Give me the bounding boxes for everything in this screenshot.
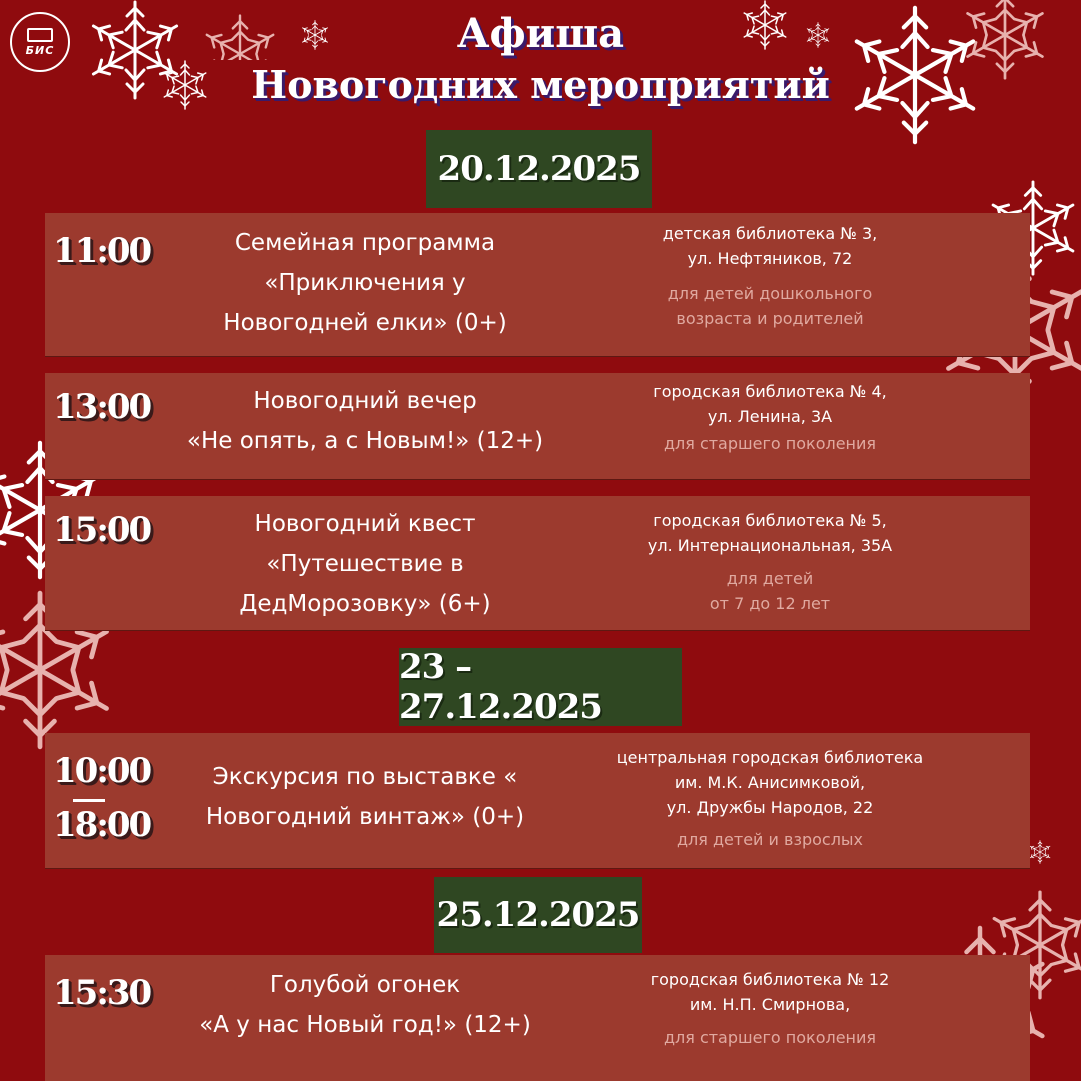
- audience-line: для детей: [726, 569, 814, 588]
- logo-abbreviation: БИС: [25, 43, 55, 57]
- audience-line: для детей дошкольного: [667, 284, 873, 303]
- place-line: детская библиотека № 3,: [662, 224, 878, 243]
- place-line: ул. Нефтяников, 72: [687, 249, 853, 268]
- event-title-line: Новогодней елки» (0+): [223, 310, 507, 336]
- event-title-line: Экскурсия по выставке «: [212, 764, 518, 790]
- event-place: [575, 221, 965, 271]
- event-card: [45, 373, 1030, 480]
- event-title-line: ДедМорозовку» (6+): [239, 591, 491, 617]
- event-title-line: Новогодний вечер: [253, 388, 477, 414]
- place-line: ул. Дружбы Народов, 22: [666, 798, 874, 817]
- place-line: центральная городская библиотека: [616, 748, 924, 767]
- event-title-line: Голубой огонек: [269, 972, 461, 998]
- page-title-line-1: Афиша: [456, 10, 625, 57]
- snowflake-icon: [1028, 840, 1052, 864]
- audience-line: возраста и родителей: [676, 309, 864, 328]
- audience-line: от 7 до 12 лет: [709, 594, 831, 613]
- place-line: им. Н.П. Смирнова,: [689, 995, 851, 1014]
- event-title: [185, 381, 545, 461]
- event-title-line: Семейная программа: [234, 230, 496, 256]
- audience-line: для старшего поколения: [663, 434, 877, 453]
- audience-line: для детей и взрослых: [676, 830, 864, 849]
- event-place: [575, 379, 965, 429]
- event-audience: [575, 281, 965, 331]
- event-place: [575, 745, 965, 820]
- event-audience: [575, 566, 965, 616]
- event-title: [185, 223, 545, 343]
- event-audience: [575, 1025, 965, 1050]
- event-title: [185, 965, 545, 1045]
- time-range-separator: [73, 799, 105, 802]
- event-card: [45, 733, 1030, 869]
- event-card: [45, 213, 1030, 357]
- event-time-end: 18:00: [53, 805, 151, 845]
- event-title-line: Новогодний квест: [254, 511, 476, 537]
- event-title-line: «Не опять, а с Новым!» (12+): [186, 428, 544, 454]
- place-line: городская библиотека № 4,: [653, 382, 887, 401]
- event-audience: [575, 431, 965, 456]
- event-title: [185, 757, 545, 837]
- event-title-line: Новогодний винтаж» (0+): [205, 804, 525, 830]
- event-place: [575, 967, 965, 1017]
- page-title-line-2: Новогодних мероприятий: [251, 62, 830, 107]
- place-line: городская библиотека № 12: [650, 970, 890, 989]
- event-title-line: «Приключения у: [264, 270, 466, 296]
- event-audience: [575, 827, 965, 852]
- event-title: [185, 504, 545, 624]
- event-title-line: «А у нас Новый год!» (12+): [199, 1012, 531, 1038]
- event-title-line: «Путешествие в: [266, 551, 464, 577]
- date-badge: 25.12.2025: [434, 877, 642, 953]
- event-time-start: 10:00: [53, 751, 151, 791]
- place-line: им. М.К. Анисимковой,: [674, 773, 866, 792]
- event-time: 15:30: [53, 973, 151, 1013]
- event-place: [575, 508, 965, 558]
- audience-line: для старшего поколения: [663, 1028, 877, 1047]
- place-line: ул. Ленина, 3А: [707, 407, 833, 426]
- event-time: 15:00: [53, 510, 151, 550]
- place-line: городская библиотека № 5,: [653, 511, 887, 530]
- date-badge: 23 – 27.12.2025: [399, 648, 682, 726]
- date-badge: 20.12.2025: [426, 130, 652, 208]
- event-time: 11:00: [53, 231, 151, 271]
- event-time: 13:00: [53, 387, 151, 427]
- place-line: ул. Интернациональная, 35А: [647, 536, 893, 555]
- event-card: [45, 955, 1030, 1081]
- event-card: [45, 496, 1030, 631]
